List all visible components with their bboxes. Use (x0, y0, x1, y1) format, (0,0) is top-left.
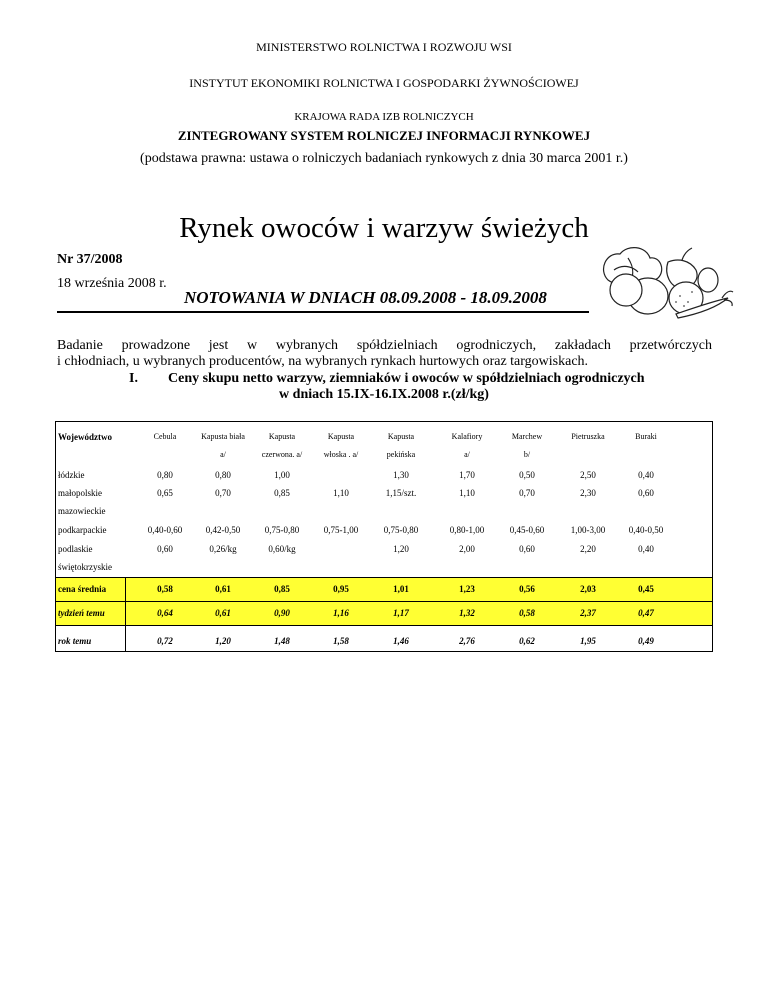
summary-cell: 1,95 (580, 636, 596, 646)
price-cell: 0,60 (157, 544, 173, 554)
prices-table (55, 421, 713, 652)
summary-cell: 1,46 (393, 636, 409, 646)
summary-cell: 1,16 (333, 608, 349, 618)
price-cell: 2,50 (580, 470, 596, 480)
column-header-sub: pekińska (386, 450, 416, 459)
summary-row (56, 636, 712, 650)
section-subtitle-text: w dniach 15.IX-16.IX.2008 r.(zł/kg) (279, 387, 489, 402)
price-cell: 0,75-0,80 (264, 525, 300, 535)
table-separator (56, 625, 712, 626)
price-cell: 0,40 (638, 470, 654, 480)
summary-cell: 1,01 (393, 584, 409, 594)
summary-cell: 0,58 (157, 584, 173, 594)
summary-cell: 2,37 (580, 608, 596, 618)
table-row (56, 506, 712, 520)
column-header-sub: włoska . a/ (323, 450, 359, 459)
table-row (56, 470, 712, 484)
price-cell: 1,15/szt. (385, 488, 417, 498)
price-cell: 0,60 (638, 488, 654, 498)
price-cell: 1,70 (459, 470, 475, 480)
price-cell: 0,75-1,00 (323, 525, 359, 535)
column-header-sub: a/ (464, 450, 470, 459)
summary-cell: 0,62 (519, 636, 535, 646)
price-cell: 0,45-0,60 (509, 525, 545, 535)
issue-number: Nr 37/2008 (57, 252, 123, 267)
summary-cell: 1,17 (393, 608, 409, 618)
price-cell: 0,70 (215, 488, 231, 498)
price-cell: 2,30 (580, 488, 596, 498)
section-number: I. (129, 371, 138, 386)
section-title: Ceny skupu netto warzyw, ziemniaków i owoców w spółdzielniach ogrodniczych (168, 371, 645, 386)
price-cell: 0,60/kg (268, 544, 296, 554)
summary-cell: 0,47 (638, 608, 654, 618)
summary-cell: 0,56 (519, 584, 535, 594)
summary-cell: 0,49 (638, 636, 654, 646)
price-cell: 0,40-0,60 (147, 525, 183, 535)
price-cell: 2,00 (459, 544, 475, 554)
summary-cell: 2,03 (580, 584, 596, 594)
region-label: podkarpackie (58, 525, 107, 535)
column-header-sub: b/ (523, 450, 531, 459)
price-cell: 0,50 (519, 470, 535, 480)
summary-cell: 1,20 (215, 636, 231, 646)
quotation-period: NOTOWANIA W DNIACH 08.09.2008 - 18.09.2008 (184, 288, 547, 307)
intro-line-1: Badanie prowadzone jest w wybranych spółdzielniach ogrodniczych, zakładach przetwórczych (57, 338, 712, 353)
summary-cell: 0,95 (333, 584, 349, 594)
price-cell: 0,65 (157, 488, 173, 498)
table-separator (56, 601, 712, 602)
price-cell: 0,26/kg (209, 544, 237, 554)
column-header: Kapusta biała (201, 432, 245, 441)
intro-paragraph (57, 338, 712, 370)
summary-cell: 1,58 (333, 636, 349, 646)
table-row (56, 562, 712, 576)
price-cell: 1,30 (393, 470, 409, 480)
price-cell: 1,20 (393, 544, 409, 554)
title-rule (57, 311, 589, 313)
price-cell: 1,00-3,00 (570, 525, 606, 535)
region-label: łódzkie (58, 470, 85, 480)
price-cell: 1,10 (459, 488, 475, 498)
price-cell: 1,10 (333, 488, 349, 498)
column-header: Buraki (635, 432, 657, 441)
column-header: Marchew (511, 432, 543, 441)
page-title: Rynek owoców i warzyw świeżych (179, 212, 589, 244)
region-label: małopolskie (58, 488, 102, 498)
summary-cell: 0,64 (157, 608, 173, 618)
table-row (56, 544, 712, 558)
price-cell: 1,00 (274, 470, 290, 480)
price-cell: 0,75-0,80 (383, 525, 419, 535)
column-header: Kalafiory (451, 432, 483, 441)
institute-header: INSTYTUT EKONOMIKI ROLNICTWA I GOSPODARKI ŻYWNOŚCIOWEJ (189, 76, 579, 90)
region-label: mazowieckie (58, 506, 106, 516)
issue-date: 18 września 2008 r. (57, 276, 167, 291)
price-cell: 0,70 (519, 488, 535, 498)
intro-line-2: i chłodniach, u wybranych producentów, na wybranych rynkach hurtowych oraz targowiskach. (57, 354, 589, 369)
legal-basis: (podstawa prawna: ustawa o rolniczych badaniach rynkowych z dnia 30 marca 2001 r.) (140, 151, 628, 166)
section-subtitle (0, 387, 768, 403)
summary-label: cena średnia (58, 584, 107, 594)
summary-cell: 0,61 (215, 584, 231, 594)
table-separator (56, 577, 712, 578)
table-row (56, 488, 712, 502)
price-cell: 0,80 (215, 470, 231, 480)
column-header-sub: a/ (220, 450, 226, 459)
column-header: Kapusta (327, 432, 355, 441)
price-cell: 0,80 (157, 470, 173, 480)
summary-cell: 0,61 (215, 608, 231, 618)
system-header: ZINTEGROWANY SYSTEM ROLNICZEJ INFORMACJI RYNKOWEJ (177, 128, 591, 143)
price-cell: 0,40-0,50 (628, 525, 664, 535)
summary-cell: 0,58 (519, 608, 535, 618)
price-cell: 0,40 (638, 544, 654, 554)
table-separator-vertical (125, 577, 126, 651)
vegetables-illustration (588, 240, 734, 324)
price-cell: 0,85 (274, 488, 290, 498)
column-header: Kapusta (387, 432, 415, 441)
price-cell: 0,60 (519, 544, 535, 554)
summary-cell: 2,76 (459, 636, 475, 646)
region-label: świętokrzyskie (58, 562, 112, 572)
column-header-sub: czerwona. a/ (261, 450, 303, 459)
table-header-row (56, 432, 712, 462)
ministry-header: MINISTERSTWO ROLNICTWA I ROZWOJU WSI (256, 40, 512, 54)
table-row (56, 525, 712, 539)
summary-label: tydzień temu (58, 608, 105, 618)
summary-cell: 1,48 (274, 636, 290, 646)
summary-cell: 1,23 (459, 584, 475, 594)
summary-cell: 1,32 (459, 608, 475, 618)
summary-row (56, 584, 712, 598)
header-region-label: Województwo (58, 432, 112, 442)
summary-label: rok temu (58, 636, 92, 646)
price-cell: 0,42-0,50 (205, 525, 241, 535)
summary-cell: 0,45 (638, 584, 654, 594)
column-header: Pietruszka (571, 432, 605, 441)
column-header: Kapusta (268, 432, 296, 441)
summary-cell: 0,85 (274, 584, 290, 594)
summary-cell: 0,72 (157, 636, 173, 646)
price-cell: 0,80-1,00 (449, 525, 485, 535)
summary-cell: 0,90 (274, 608, 290, 618)
council-header: KRAJOWA RADA IZB ROLNICZYCH (294, 111, 474, 123)
summary-row (56, 608, 712, 622)
region-label: podlaskie (58, 544, 93, 554)
price-cell: 2,20 (580, 544, 596, 554)
column-header: Cebula (153, 432, 177, 441)
